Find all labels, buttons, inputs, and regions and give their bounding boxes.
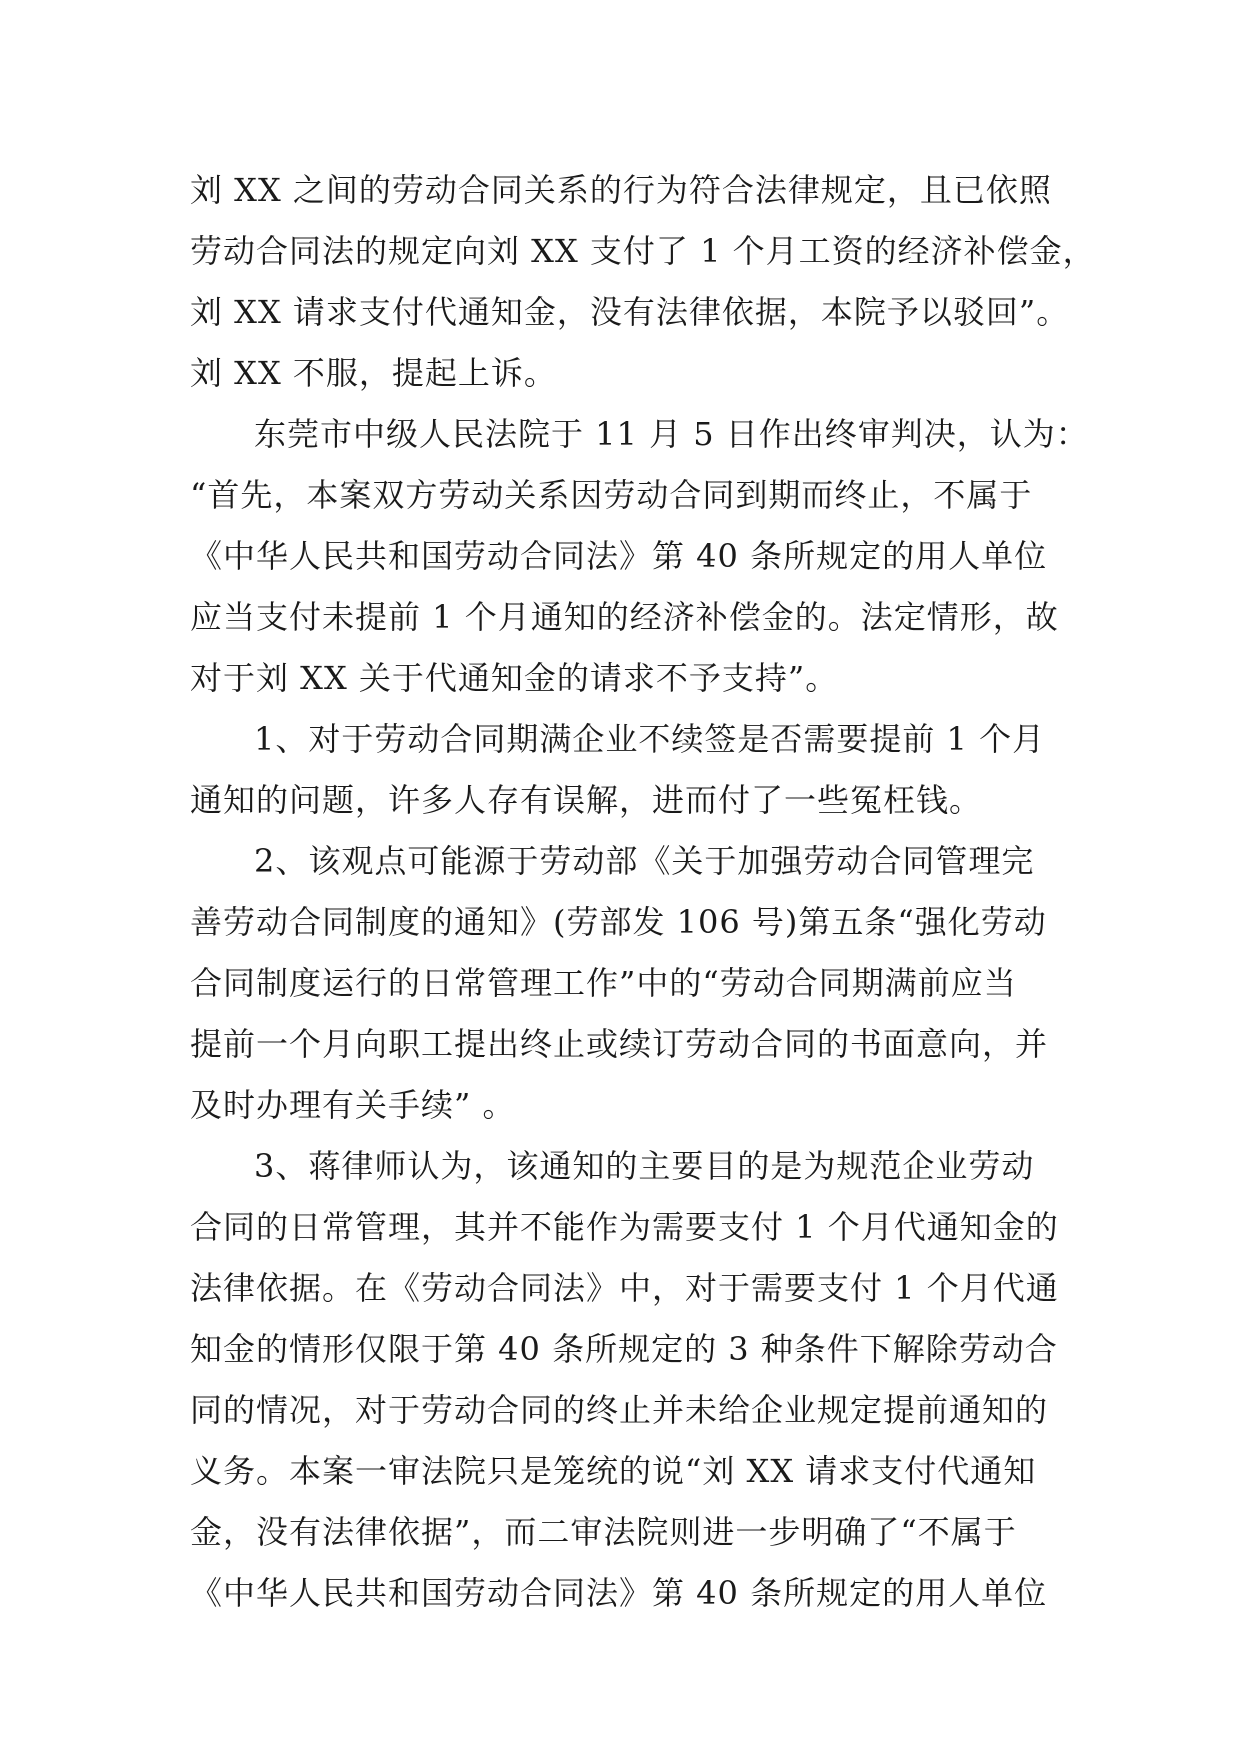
text-line: 法律依据。在《劳动合同法》中，对于需要支付 1 个月代通	[190, 1269, 1059, 1307]
text-line: 合同的日常管理，其并不能作为需要支付 1 个月代通知金的	[190, 1208, 1059, 1246]
text-line: 《中华人民共和国劳动合同法》第 40 条所规定的用人单位	[190, 537, 1048, 575]
text-line: 善劳动合同制度的通知》(劳部发 106 号)第五条“强化劳动	[190, 903, 1047, 941]
text-line: 及时办理有关手续” 。	[190, 1086, 516, 1124]
paragraph-start-line: 3、蒋律师认为，该通知的主要目的是为规范企业劳动	[254, 1147, 1035, 1185]
paragraph-start-line: 东莞市中级人民法院于 11 月 5 日作出终审判决，认为：	[254, 415, 1089, 453]
text-line: 《中华人民共和国劳动合同法》第 40 条所规定的用人单位	[190, 1574, 1048, 1612]
text-line: “首先，本案双方劳动关系因劳动合同到期而终止，不属于	[190, 476, 1033, 514]
text-line: 提前一个月向职工提出终止或续订劳动合同的书面意向，并	[190, 1025, 1049, 1063]
text-line: 合同制度运行的日常管理工作”中的“劳动合同期满前应当	[190, 964, 1017, 1002]
text-line: 知金的情形仅限于第 40 条所规定的 3 种条件下解除劳动合	[190, 1330, 1058, 1368]
text-line: 义务。本案一审法院只是笼统的说“刘 XX 请求支付代通知	[190, 1452, 1037, 1490]
paragraph-start-line: 1、对于劳动合同期满企业不续签是否需要提前 1 个月	[254, 720, 1046, 758]
paragraph-start-line: 2、该观点可能源于劳动部《关于加强劳动合同管理完	[254, 842, 1035, 880]
text-line: 对于刘 XX 关于代通知金的请求不予支持”。	[190, 659, 839, 697]
text-line: 刘 XX 不服，提起上诉。	[190, 354, 557, 392]
text-line: 金，没有法律依据”，而二审法院则进一步明确了“不属于	[190, 1513, 1017, 1551]
text-line: 刘 XX 请求支付代通知金，没有法律依据，本院予以驳回”。	[190, 293, 1070, 331]
text-line: 同的情况，对于劳动合同的终止并未给企业规定提前通知的	[190, 1391, 1049, 1429]
text-line: 刘 XX 之间的劳动合同关系的行为符合法律规定，且已依照	[190, 171, 1052, 209]
text-line: 应当支付未提前 1 个月通知的经济补偿金的。法定情形，故	[190, 598, 1059, 636]
body-text	[190, 160, 1096, 1624]
text-line: 通知的问题，许多人存有误解，进而付了一些冤枉钱。	[190, 781, 983, 819]
text-line: 劳动合同法的规定向刘 XX 支付了 1 个月工资的经济补偿金，	[190, 232, 1096, 270]
